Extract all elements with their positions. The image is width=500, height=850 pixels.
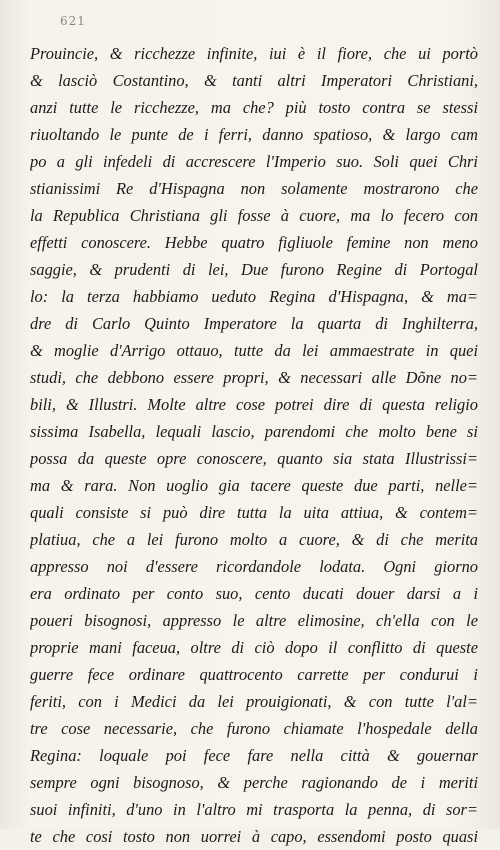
- text-line: quali consiste si può dire tutta la uita attiua, & contem=: [30, 503, 478, 522]
- text-line: po a gli infedeli di accrescere l'Imperio suo. Soli quei Chri: [30, 152, 478, 171]
- text-line: guerre fece ordinare quattrocento carrette per condurui i: [30, 665, 478, 684]
- text-line: & moglie d'Arrigo ottauo, tutte da lei ammaestrate in quei: [30, 341, 478, 360]
- text-line: bili, & Illustri. Molte altre cose potrei dire di questa religio: [30, 395, 478, 414]
- text-line: feriti, con i Medici da lei prouigionati, & con tutte l'al=: [30, 692, 478, 711]
- text-line: la Republica Christiana gli fosse à cuore, ma lo fecero con: [30, 206, 478, 225]
- text-line: te che cosi tosto non uorrei à capo, essendomi posto quasi: [30, 827, 478, 846]
- text-line: effetti conoscere. Hebbe quatro figliuole femine non meno: [30, 233, 478, 252]
- text-line: lo: la terza habbiamo ueduto Regina d'Hispagna, & ma=: [30, 287, 478, 306]
- page-number: 621: [60, 14, 86, 28]
- text-line: Prouincie, & ricchezze infinite, iui è il fiore, che ui portò: [30, 44, 478, 63]
- text-line: saggie, & prudenti di lei, Due furono Regine di Portogal: [30, 260, 478, 279]
- text-line: era ordinato per conto suo, cento ducati douer darsi a i: [30, 584, 478, 603]
- text-line: Regina: loquale poi fece fare nella città & gouernar: [30, 746, 478, 765]
- text-line: sissima Isabella, lequali lascio, parendomi che molto bene si: [30, 422, 478, 441]
- text-line: dre di Carlo Quinto Imperatore la quarta di Inghilterra,: [30, 314, 478, 333]
- text-line: stianissimi Re d'Hispagna non solamente mostrarono che: [30, 179, 478, 198]
- text-line: anzi tutte le ricchezze, ma che? più tosto contra se stessi: [30, 98, 478, 117]
- text-line: riuoltando le punte de i ferri, danno spatioso, & largo cam: [30, 125, 478, 144]
- text-line: poueri bisognosi, appresso le altre elimosine, ch'ella con le: [30, 611, 478, 630]
- text-line: tre cose necessarie, che furono chiamate l'hospedale della: [30, 719, 478, 738]
- text-line: platiua, che a lei furono molto a cuore, & di che merita: [30, 530, 478, 549]
- text-line: appresso noi d'essere ricordandole lodata. Ogni giorno: [30, 557, 478, 576]
- text-line: possa da queste opre conoscere, quanto sia stata Illustrissi=: [30, 449, 478, 468]
- text-line: proprie mani faceua, oltre di ciò dopo il conflitto di queste: [30, 638, 478, 657]
- text-line: & lasciò Costantino, & tanti altri Imperatori Christiani,: [30, 71, 478, 90]
- text-line: ma & rara. Non uoglio gia tacere queste due parti, nelle=: [30, 476, 478, 495]
- text-line: studi, che debbono essere propri, & necessari alle Dõne no=: [30, 368, 478, 387]
- text-line: suoi infiniti, d'uno in l'altro mi trasporta la penna, di sor=: [30, 800, 478, 819]
- text-line: sempre ogni bisognoso, & perche ragionando de i meriti: [30, 773, 478, 792]
- body-text: [30, 40, 478, 850]
